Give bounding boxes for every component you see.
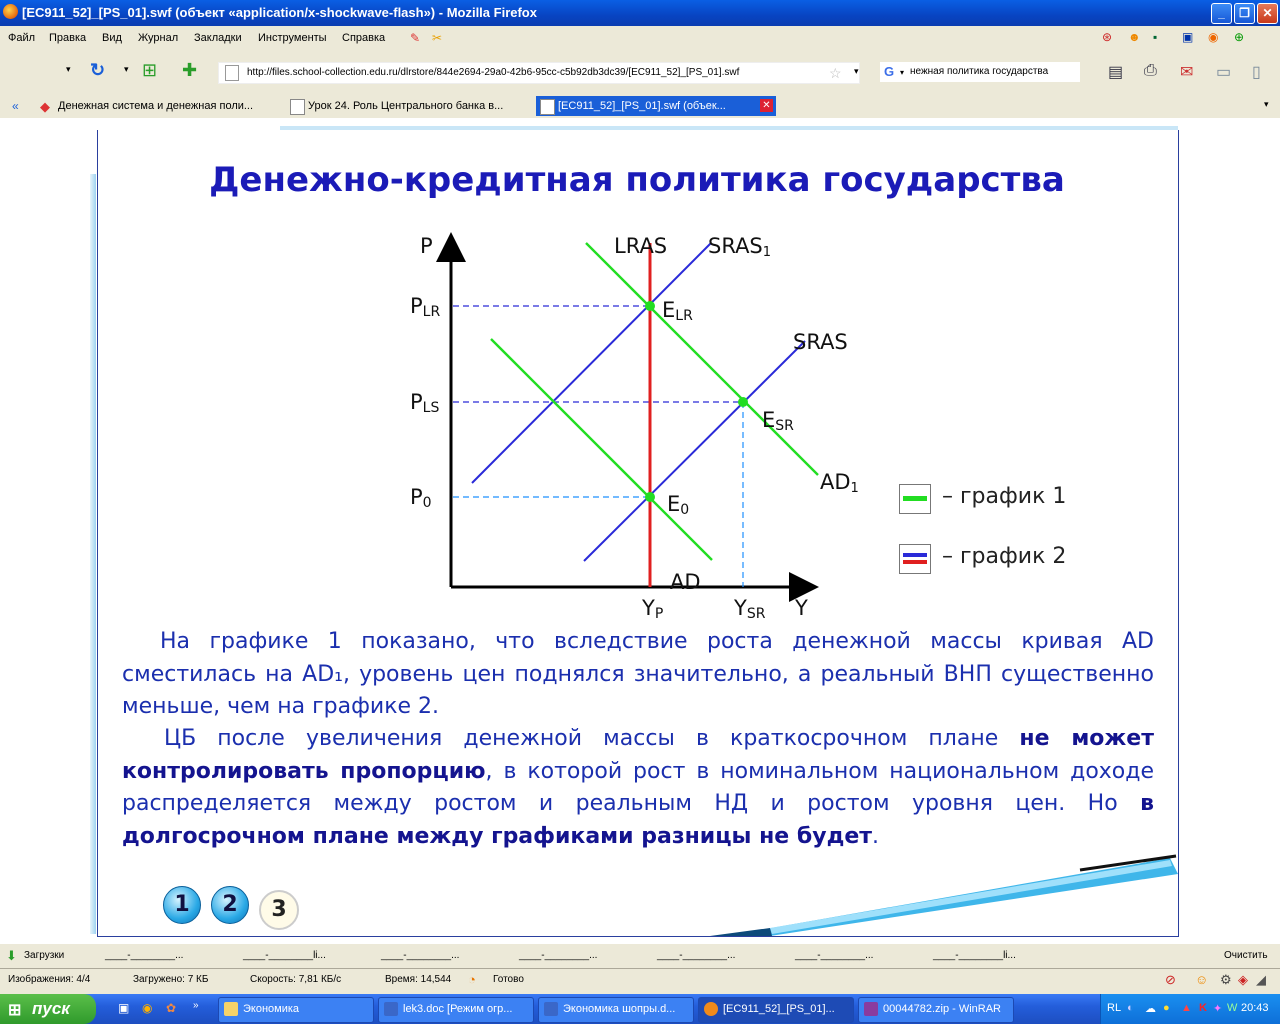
task-economics-doc[interactable]: Экономика шопры.d...	[538, 997, 694, 1023]
task-lek3[interactable]: lek3.doc [Режим огр...	[378, 997, 534, 1023]
downloads-bar	[0, 944, 1280, 968]
firefox-icon	[3, 4, 18, 19]
status-loaded: Загружено: 7 КБ	[133, 974, 209, 985]
bookmark-star-icon[interactable]: ☆	[829, 65, 842, 81]
title-bar	[0, 0, 1280, 26]
tray-icon[interactable]: K	[1199, 1002, 1207, 1014]
page-icon[interactable]: ▯	[1252, 64, 1261, 81]
status-done: Готово	[493, 974, 524, 985]
desktop-icon[interactable]: ▣	[118, 1001, 130, 1015]
mail-icon[interactable]: ✉	[1180, 64, 1194, 81]
status-speed: Скорость: 7,81 КБ/с	[250, 974, 342, 985]
close-tab-icon[interactable]: ✕	[760, 99, 773, 112]
ad1-label: AD1	[820, 470, 859, 496]
download-item[interactable]: ____-________...	[795, 950, 874, 961]
lras-label: LRAS	[614, 234, 668, 258]
start-button[interactable]	[0, 994, 96, 1024]
ad-label: AD	[670, 570, 701, 594]
winrar-icon	[864, 1002, 878, 1016]
menu-edit[interactable]: Правка	[49, 32, 87, 44]
tray-icon[interactable]: W	[1227, 1002, 1238, 1014]
tab-label: [EC911_52]_[PS_01].swf (объек...	[558, 100, 726, 112]
tray-icon[interactable]: ✦	[1213, 1003, 1223, 1015]
download-item[interactable]: ____-________li...	[243, 950, 326, 961]
page-icon[interactable]: ▭	[1216, 64, 1232, 81]
slide-title: Денежно-кредитная политика государства	[209, 160, 1065, 200]
download-item[interactable]: ____-________...	[381, 950, 460, 961]
close-button[interactable]: ✕	[1257, 3, 1278, 24]
dropdown-arrow-icon[interactable]: ▾	[66, 64, 71, 74]
windows-logo-icon: ⊞	[8, 1002, 22, 1019]
smiley-icon[interactable]: ☻	[1128, 30, 1141, 44]
google-icon[interactable]: G	[884, 64, 895, 79]
p0-label: P0	[410, 485, 432, 511]
loading-icon: ◔	[468, 972, 476, 987]
minimize-button[interactable]: _	[1211, 3, 1232, 24]
ysr-label: YSR	[734, 596, 766, 622]
page-icon	[540, 99, 555, 115]
resize-grip-icon[interactable]: ◢	[1256, 972, 1266, 987]
address-bar[interactable]	[218, 62, 860, 84]
dropdown-arrow-icon[interactable]: ▾	[854, 66, 859, 76]
sras-label: SRAS	[793, 330, 848, 354]
legend-label-1: – график 1	[942, 484, 1067, 509]
flash-content	[0, 118, 1280, 944]
navigation-toolbar	[0, 50, 1280, 94]
ad-curve	[491, 339, 712, 560]
expand-icon[interactable]: »	[193, 1000, 199, 1011]
legend-swatch-blue-red[interactable]	[899, 544, 931, 574]
save-icon[interactable]: ▤	[1108, 64, 1124, 81]
paragraph-2: ЦБ после увеличения денежной массы в краткосрочном плане не может контролировать пропорцию, в которой рост в номинальном национальном доходе распределяется между ростом и реальным НД и ростом уровня цен. Но в долгосрочном плане между графиками разницы не будет.	[122, 726, 1155, 849]
dropdown-arrow-icon[interactable]: ▾	[124, 64, 129, 74]
slide-button-1[interactable]: 1	[163, 886, 201, 924]
monitor-icon[interactable]: ▣	[1182, 30, 1194, 44]
adblock-icon[interactable]: ⊘	[1165, 972, 1176, 987]
tab-2[interactable]	[286, 96, 526, 116]
status-bar	[0, 968, 1280, 991]
e0-label: E0	[667, 492, 690, 518]
tab-3-active[interactable]	[536, 96, 776, 116]
print-icon[interactable]: ⎙	[1144, 62, 1157, 79]
clock[interactable]: 20:43	[1241, 1002, 1269, 1014]
elr-label: ELR	[662, 298, 693, 324]
word-icon	[384, 1002, 398, 1016]
tab-scroll-icon[interactable]: «	[12, 99, 19, 113]
sras-curve	[584, 341, 805, 561]
menu-file[interactable]: Файл	[8, 32, 36, 44]
status-images: Изображения: 4/4	[8, 974, 91, 985]
point-esr	[738, 397, 748, 407]
axis-x-label: Y	[795, 596, 808, 620]
plr-label: PLR	[410, 294, 441, 320]
axis-y-label: P	[420, 234, 433, 258]
tab-bar	[0, 94, 1280, 119]
folder-icon	[224, 1002, 238, 1016]
language-indicator[interactable]: RL	[1107, 1002, 1122, 1014]
sras1-curve	[472, 243, 711, 483]
dropdown-arrow-icon[interactable]: ▾	[900, 68, 905, 77]
reload-icon[interactable]: ↻	[90, 60, 106, 80]
page-icon	[290, 99, 305, 115]
downloads-label[interactable]: Загрузки	[24, 950, 65, 961]
firefox-icon[interactable]: ◉	[142, 1001, 153, 1015]
menu-help[interactable]: Справка	[342, 32, 386, 44]
menu-bar	[0, 26, 1280, 51]
app-icon[interactable]: ✿	[166, 1001, 177, 1015]
slide-button-3[interactable]: 3	[259, 890, 299, 930]
system-tray	[1100, 994, 1280, 1024]
slide-button-2[interactable]: 2	[211, 886, 249, 924]
ad-as-graph	[400, 213, 900, 623]
download-item[interactable]: ____-________...	[105, 950, 184, 961]
addon-icon[interactable]: ✂	[432, 31, 443, 45]
status-time: Время: 14,544	[385, 974, 452, 985]
new-tab-icon[interactable]: ⊞	[142, 60, 158, 80]
yp-label: YP	[642, 596, 664, 622]
tray-icon[interactable]: ☁	[1145, 1003, 1156, 1015]
page-icon	[225, 65, 239, 81]
task-firefox[interactable]: [EC911_52]_[PS_01]...	[698, 997, 854, 1023]
add-icon[interactable]: ✚	[182, 60, 198, 80]
point-elr	[645, 301, 655, 311]
esr-label: ESR	[762, 408, 794, 434]
addon-icon[interactable]: ◈	[1238, 972, 1248, 987]
task-economics[interactable]: Экономика	[218, 997, 374, 1023]
download-item[interactable]: ____-________li...	[933, 950, 1016, 961]
search-addon-icon[interactable]: ⊕	[1234, 30, 1245, 44]
addon-icon[interactable]: ▪	[1153, 30, 1158, 44]
task-winrar[interactable]: 00044782.zip - WinRAR	[858, 997, 1014, 1023]
tab-label: Денежная система и денежная поли...	[58, 100, 254, 112]
dropdown-arrow-icon[interactable]: ▾	[1264, 99, 1269, 109]
tab-1[interactable]	[36, 96, 276, 116]
firefox-addon-icon[interactable]: ◉	[1208, 30, 1219, 44]
maximize-button[interactable]: ❐	[1234, 3, 1255, 24]
addon-icon[interactable]: ✎	[410, 31, 421, 45]
sras1-label: SRAS1	[708, 234, 772, 260]
ad1-curve	[586, 243, 818, 475]
clear-downloads-button[interactable]: Очистить	[1224, 950, 1268, 961]
pen-decoration	[700, 838, 1180, 938]
pls-label: PLS	[410, 390, 440, 416]
search-input[interactable]: нежная политика государства	[910, 66, 1049, 77]
download-icon[interactable]: ⬇	[6, 948, 17, 963]
lifebuoy-icon[interactable]: ⊛	[1102, 30, 1113, 44]
tray-icon[interactable]: ●	[1163, 1002, 1170, 1014]
taskbar	[0, 994, 1280, 1024]
menu-history[interactable]: Журнал	[138, 32, 179, 44]
download-item[interactable]: ____-________...	[519, 950, 598, 961]
tray-icon[interactable]: ◐	[1127, 1002, 1134, 1014]
settings-icon[interactable]: ⚙	[1220, 972, 1232, 987]
window-title: [EC911_52]_[PS_01].swf (объект «application/x-shockwave-flash») - Mozilla Firefox	[22, 5, 537, 20]
start-label: пуск	[32, 999, 70, 1018]
menu-bookmarks[interactable]: Закладки	[194, 32, 242, 44]
point-e0	[645, 492, 655, 502]
menu-view[interactable]: Вид	[102, 32, 122, 44]
search-box[interactable]	[880, 62, 1080, 82]
paragraph-1: На графике 1 показано, что вследствие роста денежной массы кривая AD сместилась на AD₁, уровень цен поднялся значительно, а реальный ВНП существенно меньше, чем на графике 2.	[122, 629, 1154, 719]
tab-label: Урок 24. Роль Центрального банка в...	[308, 100, 504, 112]
slide-decoration	[90, 174, 96, 934]
word-icon	[544, 1002, 558, 1016]
legend-swatch-green[interactable]	[899, 484, 931, 514]
tray-icon[interactable]: ▲	[1181, 1002, 1192, 1014]
smiley-icon[interactable]: ☺	[1195, 972, 1209, 987]
firefox-icon	[704, 1002, 718, 1016]
download-item[interactable]: ____-________...	[657, 950, 736, 961]
google-icon: ◆	[40, 99, 50, 114]
menu-tools[interactable]: Инструменты	[258, 32, 327, 44]
url-text: http://files.school-collection.edu.ru/dlrstore/844e2694-29a0-42b6-95cc-c5b92db3dc39/[EC911_52]_[PS_01].swf	[247, 67, 740, 78]
legend-label-2: – график 2	[942, 544, 1067, 569]
